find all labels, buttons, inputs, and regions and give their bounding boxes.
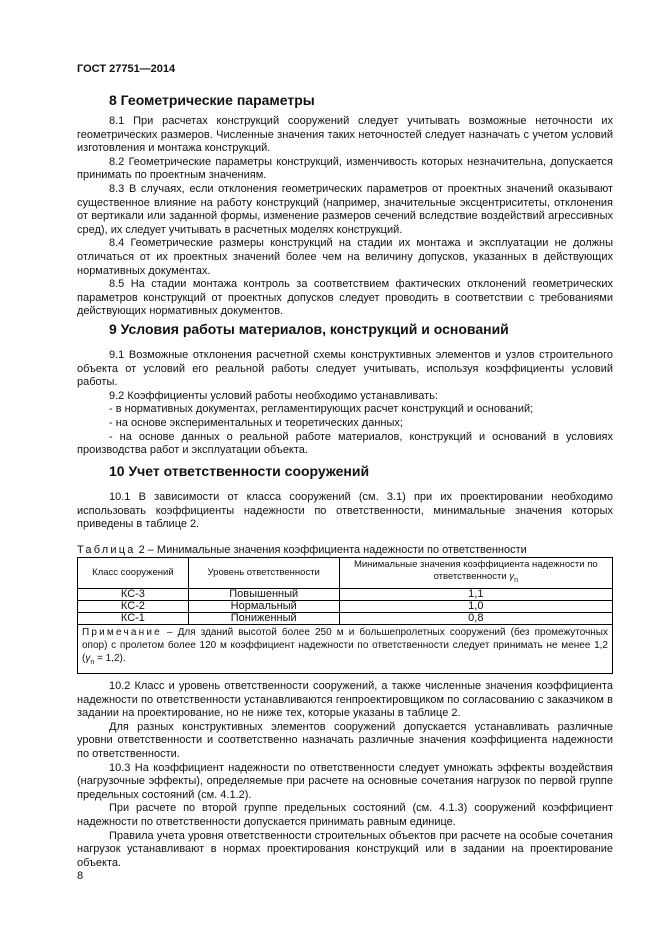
cell-level: Повышенный bbox=[188, 589, 339, 601]
paragraph-10-3-cont-2: Правила учета уровня ответственности строительных объектов при расчете на особые сочетания нагрузок устанавливают в нормах проектирования конструкций или в задании на проектирование объекта. bbox=[77, 829, 613, 869]
section-9-body bbox=[77, 349, 613, 458]
table-caption-text: 2 – Минимальные значения коэффициента надежности по ответственности bbox=[135, 544, 527, 556]
note-value-close: = 1,2). bbox=[94, 653, 126, 664]
cell-coefficient: 0,8 bbox=[339, 613, 612, 625]
paragraph-10-3-cont-1: При расчете по второй группе предельных состояний (см. 4.1.3) сооружений коэффициент надежности по ответственности допускается принимать равным единице. bbox=[77, 802, 613, 828]
cell-level: Нормальный bbox=[188, 601, 339, 613]
cell-class: КС-3 bbox=[78, 589, 189, 601]
paragraph-8-3: 8.3 В случаях, если отклонения геометрических параметров от проектных значений оказывают существенное влияние на работу конструкций (например, значительные эксцентриситеты, отклонения от вертикали или заданной формы, изменение размеров сечений вследствие воздействий агрессивных сред), их следует учитывать в расчетных моделях конструкций. bbox=[77, 182, 613, 236]
table-row bbox=[78, 589, 613, 601]
paragraph-10-2: 10.2 Класс и уровень ответственности сооружений, а также численные значения коэффициента надежности по ответственности устанавливаются генпроектировщиком по согласованию с заказчиком в задании на проектирование, но не ниже тех, которые указаны в таблице 2. bbox=[77, 680, 613, 720]
list-item: - на основе данных о реальной работе материалов, конструкций и оснований в условиях производства работ и эксплуатации объекта. bbox=[77, 430, 613, 457]
table-row bbox=[78, 601, 613, 613]
paragraph-10-1: 10.1 В зависимости от класса сооружений (см. 3.1) при их проектировании необходимо использовать коэффициенты надежности по ответственности, минимальные значения которых приведены в таблице 2. bbox=[77, 491, 613, 531]
table-row bbox=[78, 613, 613, 625]
note-label: Примечание bbox=[82, 627, 162, 638]
section-8-heading: 8 Геометрические параметры bbox=[109, 92, 315, 108]
section-8-body bbox=[77, 115, 613, 319]
section-10-body bbox=[77, 680, 613, 870]
section-10-heading: 10 Учет ответственности сооружений bbox=[109, 463, 370, 479]
header-responsibility-level: Уровень ответственности bbox=[188, 558, 339, 589]
list-item: - в нормативных документах, регламентирующих расчет конструкций и оснований; bbox=[109, 403, 534, 416]
cell-level: Пониженный bbox=[188, 613, 339, 625]
paragraph-9-1: 9.1 Возможные отклонения расчетной схемы конструктивных элементов и узлов строительного объекта от условий его реальной работы следует учитывать, используя коэффициенты условий работы. bbox=[77, 349, 613, 389]
cell-coefficient: 1,1 bbox=[339, 589, 612, 601]
table-caption bbox=[77, 544, 527, 556]
cell-class: КС-1 bbox=[78, 613, 189, 625]
section-9-heading: 9 Условия работы материалов, конструкций и оснований bbox=[109, 321, 509, 337]
list-item: - на основе экспериментальных и теоретических данных; bbox=[109, 416, 403, 429]
note-gamma-symbol: γ bbox=[85, 653, 91, 664]
note-value-open: ( bbox=[82, 653, 86, 664]
paragraph-8-5: 8.5 На стадии монтажа контроль за соответствием фактических отклонений геометрических параметров конструкций от проектных допусков следует проводить в соответствии с требованиями действующих нормативных документов. bbox=[77, 278, 613, 318]
paragraph-10-3: 10.3 На коэффициент надежности по ответственности следует умножать эффекты воздействия (нагрузочные эффекты), определяемые при расчете на основные сочетания нагрузок по первой группе предельных состояний (см. 4.1.2). bbox=[77, 761, 613, 801]
header-min-coefficient-text: Минимальные значения коэффициента надежности по ответственности bbox=[353, 559, 598, 582]
paragraph-9-2: 9.2 Коэффициенты условий работы необходимо устанавливать: bbox=[109, 389, 438, 402]
paragraph-8-1: 8.1 При расчетах конструкций сооружений следует учитывать возможные неточности их геометрических размеров. Численные значения таких неточностей следует назначать с учетом условий изготовления и монтажа конструкций. bbox=[77, 115, 613, 155]
note-text: – Для зданий высотой более 250 м и большепролетных сооружений (без промежуточных опор) с пролетом более 120 м коэффициент надежности по ответственности следует принимать не менее 1,2 bbox=[82, 627, 608, 651]
page-number: 8 bbox=[77, 870, 84, 882]
table-note bbox=[78, 625, 613, 674]
reliability-coefficient-table bbox=[77, 557, 613, 674]
table-note-row bbox=[78, 625, 613, 674]
section-10-intro bbox=[77, 491, 613, 532]
table-header-row bbox=[78, 558, 613, 589]
cell-class: КС-2 bbox=[78, 601, 189, 613]
header-min-coefficient bbox=[339, 558, 612, 589]
document-id: ГОСТ 27751—2014 bbox=[77, 63, 176, 75]
table-caption-label: Таблица bbox=[77, 544, 136, 556]
gamma-subscript: n bbox=[514, 577, 518, 584]
note-gamma-subscript: n bbox=[90, 659, 95, 666]
paragraph-8-2: 8.2 Геометрические параметры конструкций, изменчивость которых незначительна, допускается принимать по проектным значениям. bbox=[77, 155, 613, 182]
cell-coefficient: 1,0 bbox=[339, 601, 612, 613]
paragraph-10-2-cont: Для разных конструктивных элементов сооружений допускается устанавливать различные уровни ответственности и соответственно назначать различные значения коэффициента надежности по ответственности. bbox=[77, 720, 613, 760]
paragraph-8-4: 8.4 Геометрические размеры конструкций на стадии их монтажа и эксплуатации не должны отличаться от их проектных значений более чем на величину допусков, указанных в действующих нормативных документах. bbox=[77, 237, 613, 277]
header-structure-class: Класс сооружений bbox=[78, 558, 189, 589]
gamma-symbol: γ bbox=[509, 571, 515, 582]
